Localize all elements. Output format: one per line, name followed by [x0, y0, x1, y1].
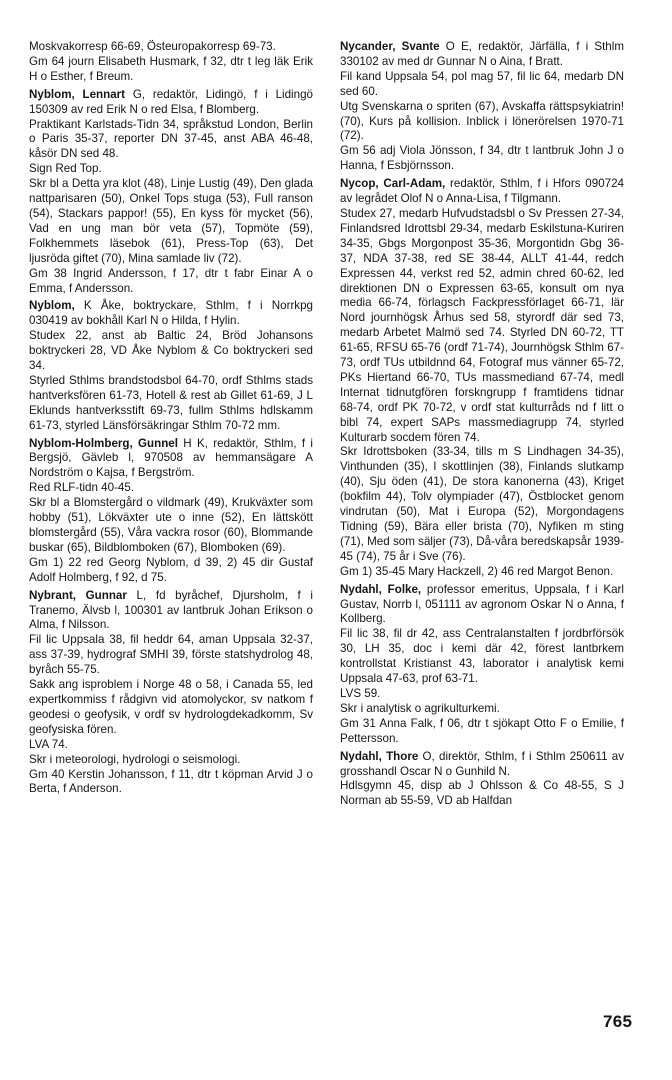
entry-paragraph: Gm 31 Anna Falk, f 06, dtr t sjökapt Otto F o Emilie, f Pettersson.: [340, 716, 624, 745]
biography-entry: [340, 177, 624, 579]
entry-paragraph: Sign Red Top.: [29, 162, 102, 176]
entry-name: Nyblom-Holmberg, Gunnel: [29, 436, 178, 450]
right-column: [340, 40, 624, 812]
entry-details: redaktör, Sthlm, f i Hfors 090724 av legrådet Olof N o Anna-Lisa, f Tilgmann.: [340, 177, 624, 206]
entry-header: [29, 299, 313, 329]
entry-paragraph: Praktikant Karlstads-Tidn 34, språkstud London, Berlin o Paris 35-37, reporter DN 37-45, anst ABA 46-48, kåsör DN sed 48.: [29, 117, 313, 161]
entry-paragraph: Red RLF-tidn 40-45.: [29, 481, 135, 495]
entry-paragraph: Fil kand Uppsala 54, pol mag 57, fil lic 64, medarb DN sed 60.: [340, 69, 624, 98]
entry-paragraph: Studex 27, medarb Hufvudstadsbl o Sv Pressen 27-34, Finlandsred Idrottsbl 29-34, medarb Eskilstuna-Kuriren 34-35, Gbgs Morgonpost 35-36, Morgontidn Gbg 36-37, NDA 37-38, red SE 38-44, ALLT 41-44, redch Expressen 44, verkst red 52, admin chred 60-62, led direktionen DN o Expressen 63-65, konsult om nya media 66-74, förlagsch Fackpressförlaget 66-71, lär Nord journhögsk Århus sed 58, styrordf där sed 73, medarb Arbetet Malmö sed 74. Styrled DN 60-72, TT 61-65, RFSU 65-76 (ordf 71-74), Journhögsk Sthlm 67-73, ordf TUs utbildnnd 64, Fotograf mus vänner 65-72, PKs Hiertand 66-70, TUs massmediand 67-74, medl Internat tidnutgfören forskngrupp f framtidens tidnar 68-74, ordf PK 70-72, v ordf stat kulturråds nd f litt o bibl 74, expert SAPs massmediagrupp 74, styrled Kulturarb socdem fören 74.: [340, 206, 624, 444]
entry-paragraph: Gm 1) 22 red Georg Nyblom, d 39, 2) 45 dir Gustaf Adolf Holmberg, f 92, d 75.: [29, 555, 313, 584]
entry-details: O, direktör, Sthlm, f i Sthlm 250611 av grosshandl Oscar N o Gunhild N.: [340, 749, 624, 778]
entry-details: professor emeritus, Uppsala, f i Karl Gustav, Norrb l, 051111 av agronom Oskar N o Anna, f Kollberg.: [340, 582, 624, 626]
entry-paragraph: Gm 64 journ Elisabeth Husmark, f 32, dtr t leg läk Erik H o Esther, f Breum.: [29, 54, 313, 83]
entry-paragraph: Moskvakorresp 66-69, Östeuropakorresp 69-73.: [29, 40, 276, 53]
entry-name: Nyblom,: [29, 299, 75, 313]
entry-paragraph: LVA 74.: [29, 737, 68, 751]
biography-entry: [340, 750, 624, 810]
entry-details: L, fd byråchef, Djursholm, f i Tranemo, Älvsb l, 100301 av lantbruk Johan Erikson o Alma, f Nilsson.: [29, 588, 313, 632]
biography-entry: [29, 88, 313, 297]
entry-paragraph: LVS 59.: [340, 686, 381, 700]
entry-header: [29, 88, 313, 118]
entry-paragraph: Skr bl a Detta yra klot (48), Linje Lustig (49), Den glada nattparisaren (50), Onkel Tops stuga (53), Full ranson (54), Stackars pappor! (55), En kyss för mycket (56), Vad en ung man bör veta (57), Topmöte (59), Folkhemmets läsebok (61), Press-Top (63), Det ljusröda giftet (70), Mina samlade liv (72).: [29, 177, 313, 265]
entry-paragraph: Styrled Sthlms brandstodsbol 64-70, ordf Sthlms stads hantverksfören 61-73, Hotell & rest ab Gillet 61-69, J L Eklunds hantverksstift 69-73, fullm Sthlms hdlskamm 61-73, styrled Länsförsäkringar Sthlm 70-72 mm.: [29, 373, 313, 432]
biography-entry: [29, 40, 313, 85]
left-column: [29, 40, 313, 800]
entry-paragraph: Sakk ang isproblem i Norge 48 o 58, i Canada 55, led expertkommiss f rådgivn vid atomolyckor, sv natkom f geodesi o geofysik, v ordf sv hydrologdekadkomm, Sv geofysiska fören.: [29, 678, 313, 736]
biography-entry: [29, 437, 313, 586]
entry-details: K Åke, boktryckare, Sthlm, f i Norrkpg 030419 av bokhåll Karl N o Hilda, f Hylin.: [29, 299, 313, 328]
entry-paragraph: Skr i meteorologi, hydrologi o seismologi.: [29, 752, 241, 766]
entry-paragraph: Gm 38 Ingrid Andersson, f 17, dtr t fabr Einar A o Emma, f Andersson.: [29, 266, 313, 295]
biography-entry: [29, 589, 313, 798]
entry-paragraph: Utg Svenskarna o spriten (67), Avskaffa rättspsykiatrin! (70), Kurs på kollision. Inblick i lönerörelsen 1970-71 (72).: [340, 99, 624, 143]
entry-header: [340, 40, 624, 70]
entry-details: O E, redaktör, Järfälla, f i Sthlm 330102 av med dr Gunnar N o Aina, f Bratt.: [340, 40, 624, 68]
entry-header: [340, 583, 624, 628]
entry-header: [340, 750, 624, 780]
entry-name: Nydahl, Folke,: [340, 582, 422, 596]
entry-paragraph: Gm 56 adj Viola Jönsson, f 34, dtr t lantbruk John J o Hanna, f Esbjörnsson.: [340, 144, 624, 173]
entry-name: Nycop, Carl-Adam,: [340, 177, 446, 191]
entry-header: [29, 437, 313, 482]
entry-header: [29, 589, 313, 634]
biography-entry: [29, 299, 313, 433]
page-number: 765: [603, 1012, 633, 1031]
entry-paragraph: Gm 1) 35-45 Mary Hackzell, 2) 46 red Margot Benon.: [340, 564, 614, 578]
biography-entry: [340, 40, 624, 174]
entry-paragraph: Fil lic Uppsala 38, fil heddr 64, aman Uppsala 32-37, ass 37-39, hydrograf SMHI 39, förste statshydrolog 48, byråch 55-75.: [29, 633, 313, 677]
entry-header: [340, 177, 624, 207]
entry-name: Nyblom, Lennart: [29, 87, 126, 101]
entry-paragraph: Skr Idrottsboken (33-34, tills m S Lindhagen 34-35), Vinthunden (35), I skottlinjen (38), Finlands slutkamp (40), Sju öden (41), De stora kanonerna (43), Kriget (bokfilm 44), Tolv olympiader (47), Östblocket genom vindrutan (50), Mat i Europa (52), Morgondagens Tidning (59), Bära eller brista (70), Nyfiken m sting (71), Med som säljer (73), Då-våra beredskapsår 1939-45 (74), 75 år i Sve (76).: [340, 445, 624, 563]
entry-details: G, redaktör, Lidingö, f i Lidingö 150309 av red Erik N o red Elsa, f Blomberg.: [29, 87, 313, 116]
entry-paragraph: Gm 40 Kerstin Johansson, f 11, dtr t köpman Arvid J o Berta, f Anderson.: [29, 767, 313, 796]
entry-details: H K, redaktör, Sthlm, f i Bergsjö, Gävleb l, 970508 av hemmansägare A Nordström o Kajsa, f Bergström.: [29, 436, 314, 480]
entry-paragraph: Hdlsgymn 45, disp ab J Ohlsson & Co 48-55, S J Norman ab 55-59, VD ab Halfdan: [340, 779, 624, 808]
entry-paragraph: Skr i analytisk o agrikulturkemi.: [340, 701, 500, 715]
entry-paragraph: Skr bl a Blomstergård o vildmark (49), Krukväxter som hobby (51), Lökväxter ute o inne (52), En lättskött blomstergård (55), Våra vackra rosor (60), Blommande buskar (65), Bildblomboken (67), Blomboken (69).: [29, 496, 313, 554]
entry-name: Nybrant, Gunnar: [29, 588, 127, 602]
biography-entry: [340, 583, 624, 747]
entry-paragraph: Studex 22, anst ab Baltic 24, Bröd Johansons boktryckeri 28, VD Åke Nyblom & Co boktryckeri sed 34.: [29, 329, 313, 373]
entry-paragraph: Fil lic 38, fil dr 42, ass Centralanstalten f jordbrförsök 30, LH 35, doc i kemi där 42, förest lantbrkem kontrollstat Kristianst 43, laborator i analytisk kemi Uppsala 47-63, prof 63-71.: [340, 627, 624, 686]
entry-name: Nycander, Svante: [340, 40, 440, 53]
entry-name: Nydahl, Thore: [340, 749, 419, 763]
